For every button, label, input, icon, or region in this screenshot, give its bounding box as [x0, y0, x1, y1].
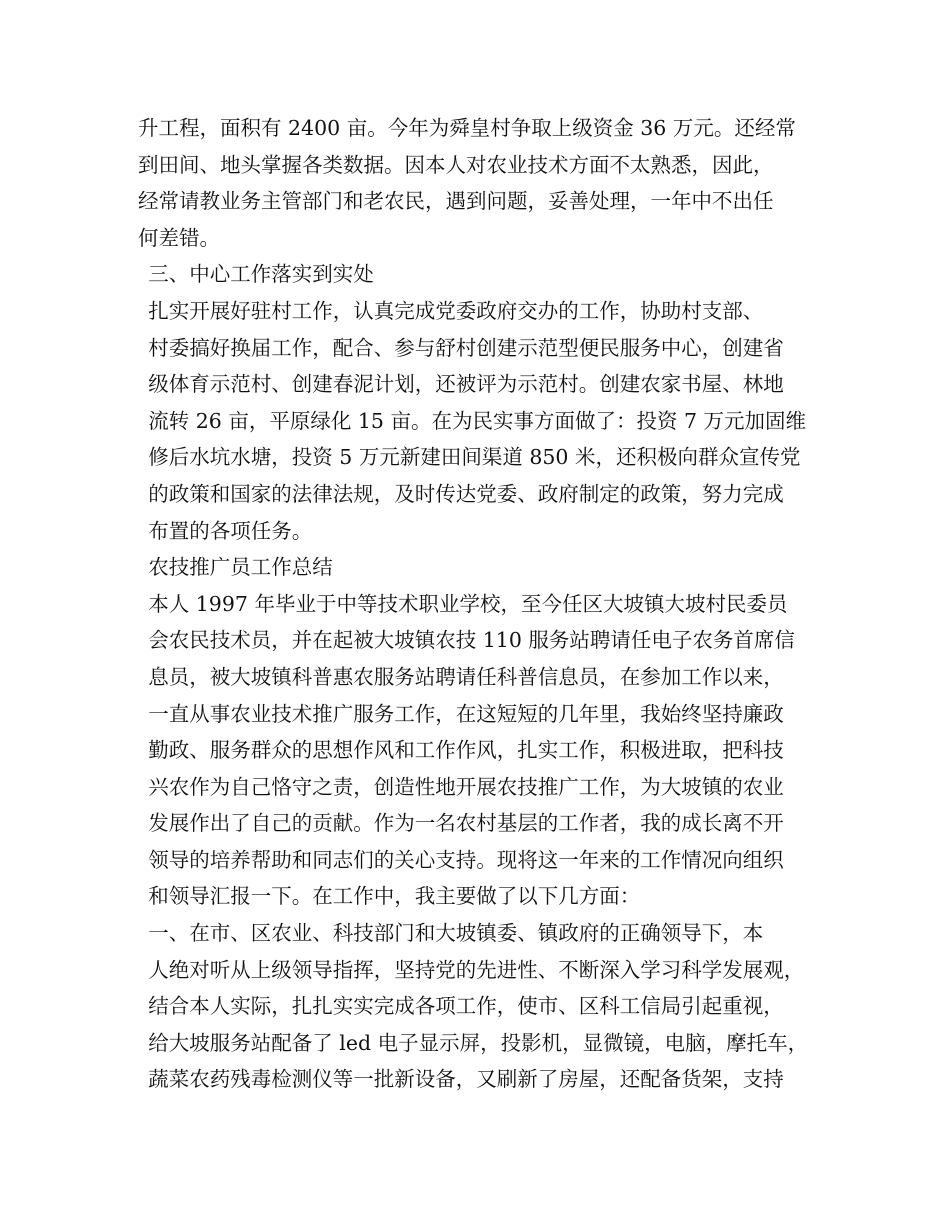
text-line: 领导的培养帮助和同志们的关心支持。现将这一年来的工作情况向组织 — [148, 847, 784, 872]
text-line: 的政策和国家的法律法规，及时传达党委、政府制定的政策，努力完成 — [148, 481, 784, 506]
text-line: 村委搞好换届工作，配合、参与舒村创建示范型便民服务中心，创建省 — [148, 335, 784, 360]
text-line: 蔬菜农药残毒检测仪等一批新设备，又刷新了房屋，还配备货架，支持 — [148, 1067, 784, 1092]
text-line: 扎实开展好驻村工作，认真完成党委政府交办的工作，协助村支部、 — [148, 298, 764, 323]
text-line: 和领导汇报一下。在工作中，我主要做了以下几方面： — [148, 884, 641, 909]
text-line: 勤政、服务群众的思想作风和工作作风，扎实工作，积极进取，把科技 — [148, 738, 784, 763]
text-line: 本人 1997 年毕业于中等技术职业学校，至今任区大坡镇大坡村民委员 — [148, 591, 788, 616]
text-line: 息员，被大坡镇科普惠农服务站聘请任科普信息员，在参加工作以来， — [148, 664, 784, 689]
text-line: 修后水坑水塘，投资 5 万元新建田间渠道 850 米，还积极向群众宣传党 — [148, 445, 801, 470]
paragraph-continuation — [138, 110, 828, 256]
document-body — [138, 110, 828, 1098]
paragraph-village-work — [138, 293, 828, 549]
heading-line: 三、中心工作落实到实处 — [148, 262, 374, 287]
document-title — [138, 549, 828, 586]
text-line: 发展作出了自己的贡献。作为一名农村基层的工作者，我的成长离不开 — [148, 811, 784, 836]
text-line: 级体育示范村、创建春泥计划，还被评为示范村。创建农家书屋、林地 — [148, 372, 784, 397]
paragraph-section-one — [138, 915, 828, 1098]
text-line: 一、在市、区农业、科技部门和大坡镇委、镇政府的正确领导下，本 — [148, 921, 764, 946]
text-line: 人绝对听从上级领导指挥，坚持党的先进性、不断深入学习科学发展观， — [148, 957, 805, 982]
text-line: 何差错。 — [138, 225, 220, 250]
text-line: 升工程，面积有 2400 亩。今年为舜皇村争取上级资金 36 万元。还经常 — [138, 116, 796, 140]
section-heading-three — [138, 256, 828, 293]
title-line: 农技推广员工作总结 — [148, 555, 333, 580]
text-line: 会农民技术员，并在起被大坡镇农技 110 服务站聘请任电子农务首席信 — [148, 628, 795, 653]
text-line: 结合本人实际，扎扎实实完成各项工作，使市、区科工信局引起重视， — [148, 994, 784, 1019]
text-line: 一直从事农业技术推广服务工作，在这短短的几年里，我始终坚持廉政 — [148, 701, 784, 726]
paragraph-introduction — [138, 586, 828, 915]
text-line: 给大坡服务站配备了 led 电子显示屏，投影机，显微镜，电脑，摩托车， — [148, 1030, 809, 1055]
text-line: 经常请教业务主管部门和老农民，遇到问题，妥善处理，一年中不出任 — [138, 189, 774, 214]
text-line: 到田间、地头掌握各类数据。因本人对农业技术方面不太熟悉，因此， — [138, 152, 774, 177]
text-line: 布置的各项任务。 — [148, 518, 313, 543]
text-line: 流转 26 亩，平原绿化 15 亩。在为民实事方面做了：投资 7 万元加固维 — [148, 408, 807, 433]
text-line: 兴农作为自己恪守之责，创造性地开展农技推广工作，为大坡镇的农业 — [148, 774, 784, 799]
